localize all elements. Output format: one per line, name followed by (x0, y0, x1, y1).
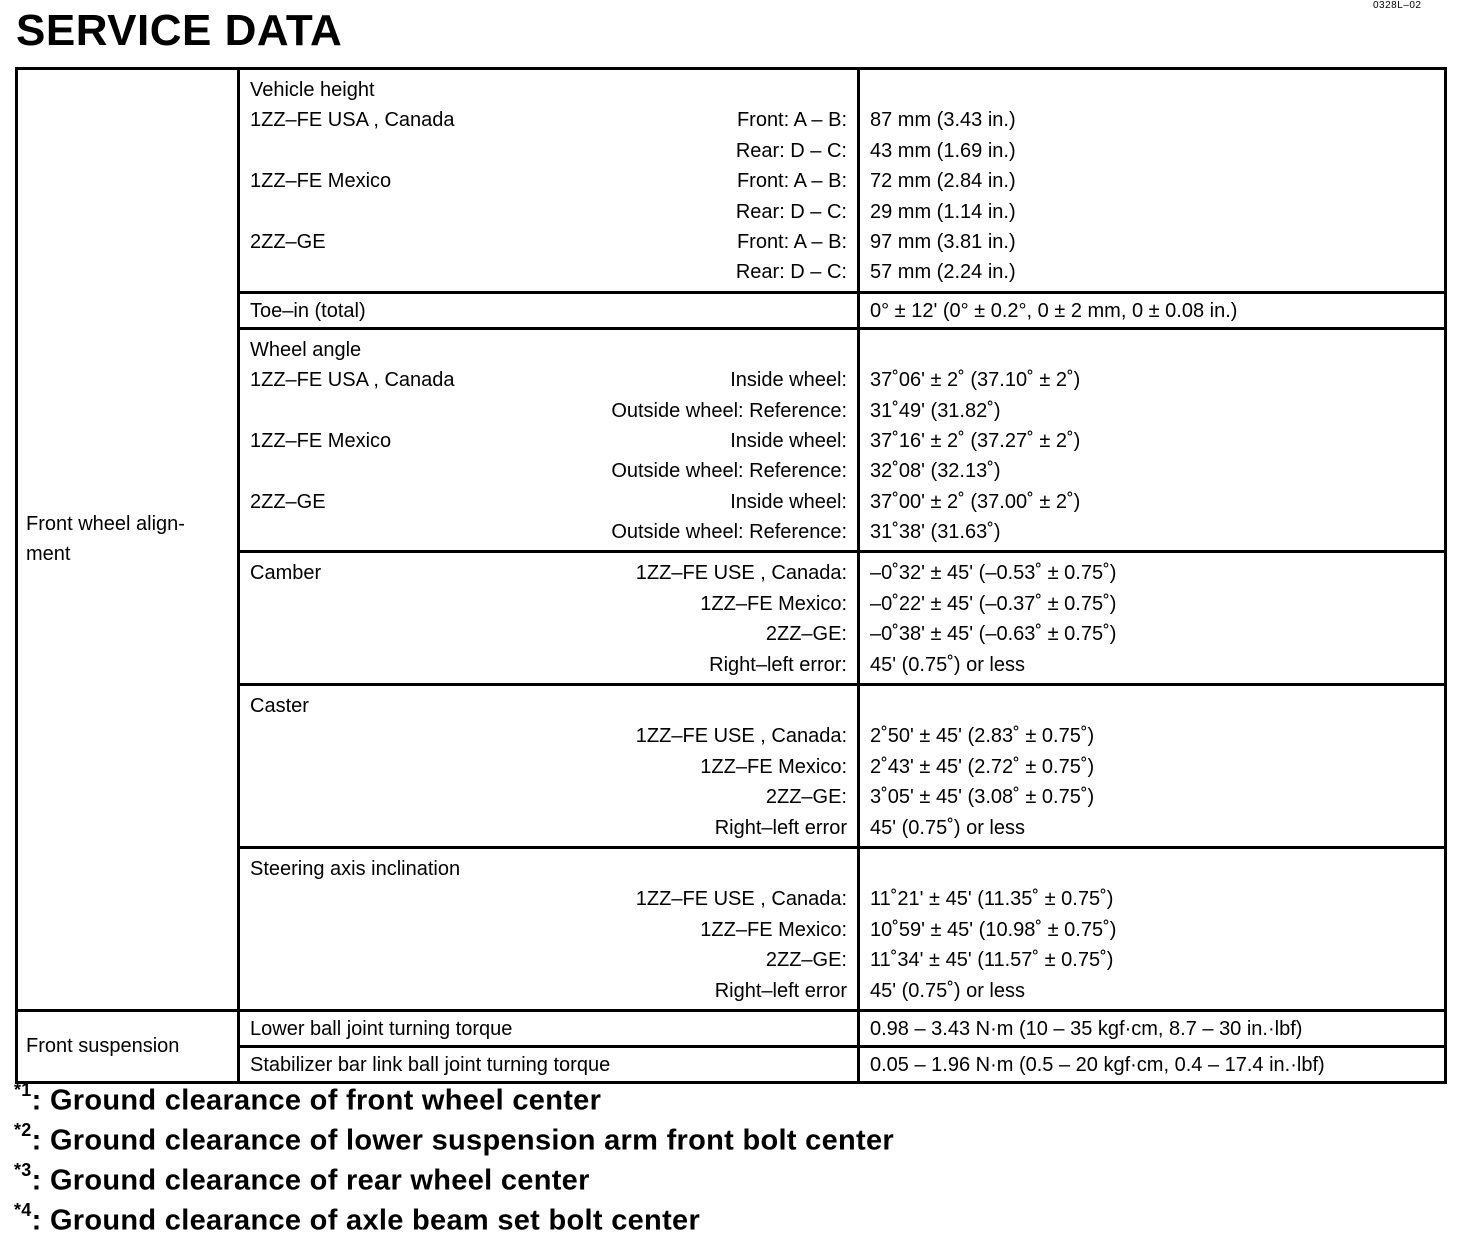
footnote-text: : Ground clearance of rear wheel center (31, 1164, 590, 1197)
spec-row (250, 976, 847, 1006)
spec-row (250, 257, 847, 287)
spec-value: –0˚22' ± 45' (–0.37˚ ± 0.75˚) (870, 592, 1117, 615)
item-cell-toe-in (239, 292, 859, 328)
position-label: Outside wheel: Reference: (611, 521, 847, 544)
spec-value: –0˚32' ± 45' (–0.53˚ ± 0.75˚) (870, 562, 1117, 585)
camber-values (870, 558, 1434, 680)
spec-row (250, 558, 847, 588)
spec-value: 37˚06' ± 2˚ (37.10˚ ± 2˚) (870, 369, 1081, 392)
table-row-lower-ball-joint (17, 1010, 1446, 1046)
value-cell-steering-axis (859, 847, 1446, 1010)
spec-value: 2˚43' ± 45' (2.72˚ ± 0.75˚) (870, 755, 1095, 778)
spec-row (250, 752, 847, 782)
model-label: 1ZZ–FE USE , Canada: (635, 888, 847, 911)
model-label: 2ZZ–GE: (765, 786, 847, 809)
page-title: SERVICE DATA (16, 6, 343, 55)
wheel-angle-values (870, 365, 1434, 547)
spec-row (250, 166, 847, 196)
value-cell-wheel-angle (859, 328, 1446, 552)
value-cell-vehicle-height (859, 69, 1446, 293)
position-label: Front: A – B: (736, 170, 847, 193)
model-label: Right–left error (714, 979, 847, 1002)
model-label: 2ZZ–GE (250, 490, 326, 513)
toe-in-label: Toe–in (total) (250, 299, 366, 322)
position-label: Inside wheel: (730, 429, 847, 452)
stabilizer-label: Stabilizer bar link ball joint turning torque (250, 1053, 611, 1076)
category-front-suspension (17, 1010, 239, 1082)
spec-value: –0˚38' ± 45' (–0.63˚ ± 0.75˚) (870, 623, 1117, 646)
spec-value: 11˚34' ± 45' (11.57˚ ± 0.75˚) (870, 949, 1114, 972)
spec-row (250, 884, 847, 914)
spacer (870, 691, 1434, 721)
spec-row (250, 619, 847, 649)
caster-items (250, 721, 847, 843)
footnotes (14, 1073, 894, 1237)
spec-row (250, 813, 847, 843)
spec-value: 37˚16' ± 2˚ (37.27˚ ± 2˚) (870, 429, 1081, 452)
footnote-text: : Ground clearance of lower suspension arm front bolt center (31, 1124, 894, 1157)
model-label: 1ZZ–FE Mexico: (700, 755, 847, 778)
spec-value: 10˚59' ± 45' (10.98˚ ± 0.75˚) (870, 918, 1117, 941)
model-label: 2ZZ–GE: (765, 949, 847, 972)
spec-value: 2˚50' ± 45' (2.83˚ ± 0.75˚) (870, 725, 1095, 748)
section-title: Caster (250, 695, 309, 718)
spec-row (250, 365, 847, 395)
model-label: 1ZZ–FE USA , Canada (250, 109, 455, 132)
model-label: 2ZZ–GE: (765, 623, 847, 646)
section-title: Wheel angle (250, 338, 362, 361)
spec-value: 57 mm (2.24 in.) (870, 261, 1016, 284)
camber-items (250, 558, 847, 680)
spec-row (250, 105, 847, 135)
lower-ball-joint-value: 0.98 – 3.43 N·m (10 – 35 kgf·cm, 8.7 – 30 in.·lbf) (870, 1017, 1303, 1040)
value-cell-toe-in (859, 292, 1446, 328)
section-title: Vehicle height (250, 79, 375, 101)
model-label: 1ZZ–FE Mexico: (700, 918, 847, 941)
position-label: Front: A – B: (736, 109, 847, 132)
model-label: Right–left error (714, 816, 847, 839)
position-label: Inside wheel: (730, 369, 847, 392)
footnote-mark: *3 (14, 1160, 32, 1180)
section-title: Camber (250, 562, 322, 585)
position-label: Rear: D – C: (735, 261, 847, 284)
category-front-wheel-alignment (17, 69, 239, 1011)
spec-value: 11˚21' ± 45' (11.35˚ ± 0.75˚) (870, 888, 1114, 911)
footnote-text: : Ground clearance of front wheel center (31, 1084, 602, 1117)
spec-row (250, 650, 847, 680)
section-title: Steering axis inclination (250, 857, 461, 880)
footnote-text: : Ground clearance of axle beam set bolt center (31, 1204, 701, 1237)
spec-value: 32˚08' (32.13˚) (870, 460, 1001, 483)
spec-value: 31˚49' (31.82˚) (870, 399, 1001, 422)
position-label: Front: A – B: (736, 230, 847, 253)
footnote (14, 1153, 894, 1197)
spec-value: 37˚00' ± 2˚ (37.00˚ ± 2˚) (870, 490, 1081, 513)
spec-row (250, 456, 847, 486)
spec-row (250, 945, 847, 975)
model-label: 1ZZ–FE USE , Canada: (635, 725, 847, 748)
spec-row (250, 197, 847, 227)
vehicle-height-items (250, 105, 847, 287)
spec-row (250, 426, 847, 456)
spec-value: 45' (0.75˚) or less (870, 979, 1025, 1002)
item-cell-wheel-angle (239, 328, 859, 552)
steering-axis-items (250, 884, 847, 1006)
service-data-table (15, 67, 1447, 1084)
spec-value: 87 mm (3.43 in.) (870, 109, 1016, 132)
steering-axis-values (870, 884, 1434, 1006)
lower-ball-joint-label: Lower ball joint turning torque (250, 1017, 513, 1040)
category-label: Front wheel align- ment (26, 513, 185, 566)
item-cell-camber (239, 552, 859, 685)
spec-value: 45' (0.75˚) or less (870, 816, 1025, 839)
value-cell-camber (859, 552, 1446, 685)
spec-row (250, 487, 847, 517)
item-cell-vehicle-height (239, 69, 859, 293)
toe-in-value: 0° ± 12' (0° ± 0.2°, 0 ± 2 mm, 0 ± 0.08 in.) (870, 299, 1238, 322)
category-label: Front suspension (26, 1035, 180, 1058)
caster-values (870, 721, 1434, 843)
spec-value: 45' (0.75˚) or less (870, 653, 1025, 676)
spacer (870, 75, 1434, 105)
footnote-mark: *2 (14, 1120, 32, 1140)
spec-value: 3˚05' ± 45' (3.08˚ ± 0.75˚) (870, 786, 1095, 809)
position-label: Rear: D – C: (735, 200, 847, 223)
spacer (870, 335, 1434, 365)
spec-row (250, 227, 847, 257)
spec-row (250, 396, 847, 426)
spec-row (250, 782, 847, 812)
spec-value: 31˚38' (31.63˚) (870, 521, 1001, 544)
value-cell-lower-ball-joint (859, 1010, 1446, 1046)
spec-row (250, 721, 847, 751)
model-label: 2ZZ–GE (250, 230, 326, 253)
table-row-vehicle-height (17, 69, 1446, 293)
model-label: 1ZZ–FE Mexico (250, 170, 392, 193)
position-label: Outside wheel: Reference: (611, 460, 847, 483)
spec-row (250, 517, 847, 547)
model-label: Right–left error: (709, 653, 847, 676)
footnote-mark: *4 (14, 1200, 32, 1220)
footnote-mark: *1 (14, 1080, 32, 1100)
model-label: 1ZZ–FE Mexico: (700, 592, 847, 615)
spec-row (250, 589, 847, 619)
footnote (14, 1193, 894, 1237)
spec-value: 72 mm (2.84 in.) (870, 170, 1016, 193)
wheel-angle-items (250, 365, 847, 547)
item-cell-steering-axis (239, 847, 859, 1010)
stabilizer-value: 0.05 – 1.96 N·m (0.5 – 20 kgf·cm, 0.4 – 17.4 in.·lbf) (870, 1053, 1325, 1076)
document-code: 0328L–02 (1373, 0, 1422, 11)
item-cell-lower-ball-joint (239, 1010, 859, 1046)
item-cell-caster (239, 685, 859, 848)
spec-row (250, 136, 847, 166)
model-label: 1ZZ–FE Mexico (250, 429, 392, 452)
spec-value: 97 mm (3.81 in.) (870, 230, 1016, 253)
spec-value: 43 mm (1.69 in.) (870, 139, 1016, 162)
model-label: 1ZZ–FE USE , Canada: (635, 562, 847, 585)
vehicle-height-values (870, 105, 1434, 287)
spec-row (250, 915, 847, 945)
spacer (870, 854, 1434, 884)
footnote (14, 1113, 894, 1157)
spec-value: 29 mm (1.14 in.) (870, 200, 1016, 223)
position-label: Inside wheel: (730, 490, 847, 513)
position-label: Rear: D – C: (735, 139, 847, 162)
position-label: Outside wheel: Reference: (611, 399, 847, 422)
value-cell-caster (859, 685, 1446, 848)
footnote (14, 1073, 894, 1117)
model-label: 1ZZ–FE USA , Canada (250, 369, 455, 392)
value-cell-stabilizer (859, 1046, 1446, 1082)
